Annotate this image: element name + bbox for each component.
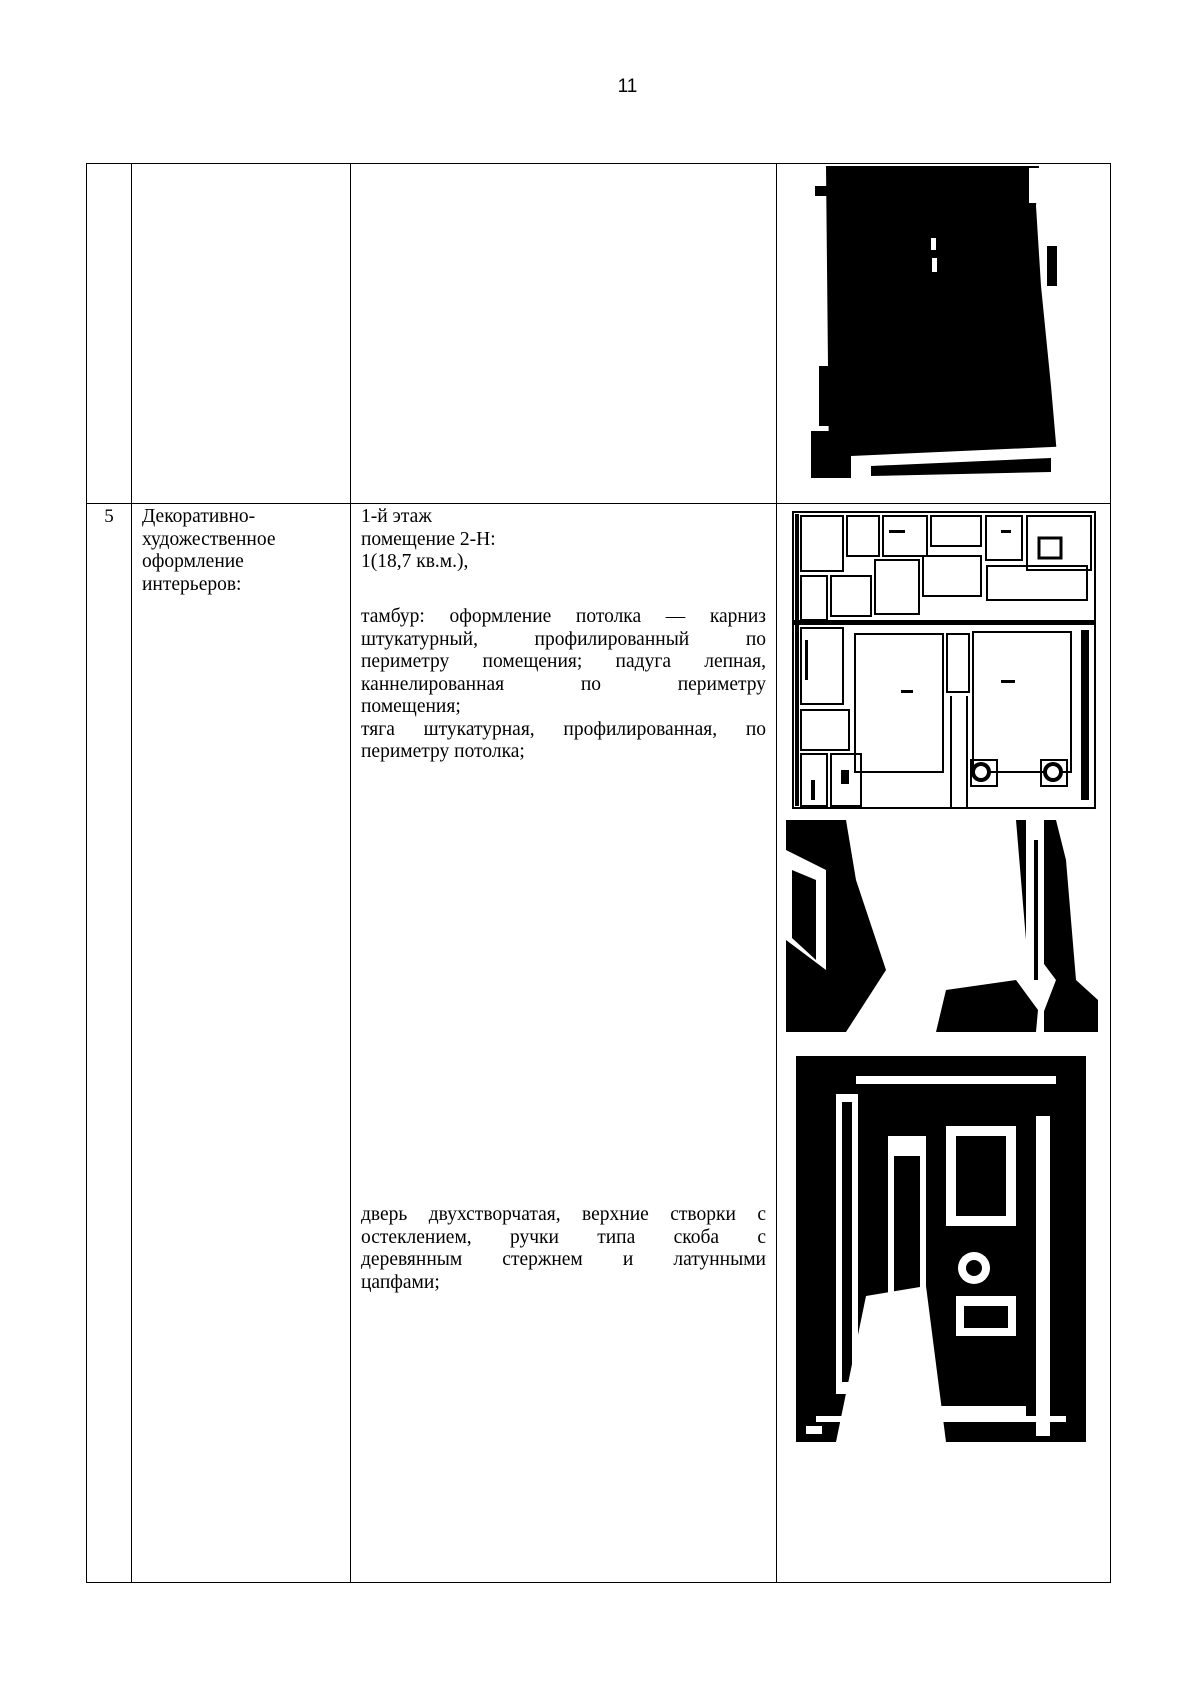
- description-line: тамбур: оформление потолка — карниз: [361, 606, 766, 627]
- description-line: деревянным стержнем и латунными: [361, 1249, 766, 1270]
- description-line: периметру помещения; падуга лепная,: [361, 651, 766, 672]
- location-block: [361, 506, 766, 574]
- description-line: штукатурный, профилированный по: [361, 628, 766, 650]
- row-description-cell: [351, 504, 777, 1583]
- ceiling-photo: [786, 820, 1098, 1032]
- floor-plan: [791, 510, 1097, 810]
- row-image-cell: [777, 164, 1111, 504]
- description-line: помещения;: [361, 696, 461, 717]
- row-name-cell: [132, 504, 351, 1583]
- area-label: 1(18,7 кв.м.),: [361, 551, 469, 572]
- feature-name-line: Декоративно-: [142, 506, 256, 527]
- feature-name-line: интерьеров:: [142, 573, 242, 595]
- description-line: каннелированная по периметру: [361, 673, 766, 695]
- door-description: [361, 1204, 766, 1294]
- description-line: периметру потолка;: [361, 741, 525, 762]
- row-name-cell: [132, 164, 351, 504]
- room-label: помещение 2-Н:: [361, 528, 496, 550]
- description-line: цапфами;: [361, 1271, 440, 1293]
- page-number: 11: [617, 76, 638, 97]
- vestibule-description: [361, 606, 766, 764]
- table-row: [87, 164, 1111, 504]
- feature-name-line: оформление: [142, 551, 244, 572]
- row-number-cell: 5: [87, 504, 132, 1583]
- row-description-cell: [351, 164, 777, 504]
- floor-label: 1-й этаж: [361, 506, 432, 527]
- door-photo: [811, 166, 1073, 478]
- row-image-cell: [777, 504, 1111, 1583]
- feature-name-line: художественное: [142, 528, 276, 550]
- description-line: остеклением, ручки типа скоба с: [361, 1226, 766, 1248]
- heritage-features-table: [86, 163, 1111, 1583]
- table-row: [87, 504, 1111, 1583]
- description-line: тяга штукатурная, профилированная, по: [361, 718, 766, 740]
- row-number-cell: [87, 164, 132, 504]
- double-door-photo: [796, 1056, 1086, 1442]
- description-line: дверь двухстворчатая, верхние створки с: [361, 1204, 766, 1225]
